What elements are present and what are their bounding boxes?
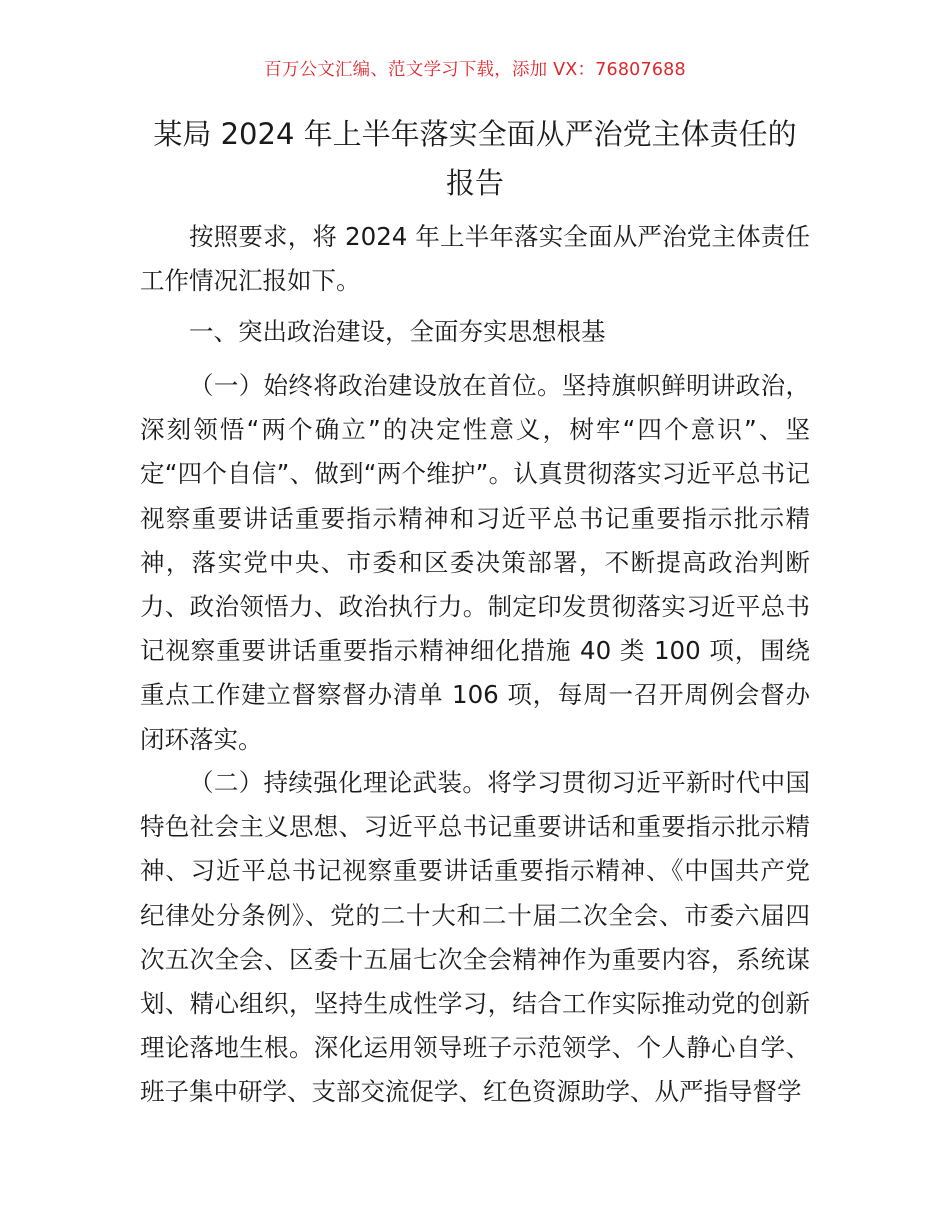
document-title: 某局 2024 年上半年落实全面从严治党主体责任的报告 (153, 117, 797, 200)
watermark-header: 百万公文汇编、范文学习下载，添加 VX：76807688 (264, 60, 686, 80)
section-heading: 一、突出政治建设，全面夯实思想根基 (189, 317, 606, 346)
body-paragraph-1: （一）始终将政治建设放在首位。坚持旗帜鲜明讲政治，深刻领悟“两个确立”的决定性意义，树牢“四个意识”、坚定“四个自信”、做到“两个维护”。认真贯彻落实习近平总书记视察重要讲话重要指示精神和习近平总书记重要指示批示精神，落实党中央、市委和区委决策部署，不断提高政治判断力、政治领悟力、政治执行力。制定印发贯彻落实习近平总书记视察重要讲话重要指示精神细化措施 40 类 100 项，围绕重点工作建立督察督办清单 106 项，每周一召开周例会督办闭环落实。 (140, 371, 810, 754)
intro-paragraph: 按照要求，将 2024 年上半年落实全面从严治党主体责任工作情况汇报如下。 (140, 222, 810, 296)
body-paragraph-2: （二）持续强化理论武装。将学习贯彻习近平新时代中国特色社会主义思想、习近平总书记重要讲话和重要指示批示精神、习近平总书记视察重要讲话重要指示精神、《中国共产党纪律处分条例》、党的二十大和二十届二次全会、市委六届四次五次全会、区委十五届七次全会精神作为重要内容，系统谋划、精心组织，坚持生成性学习，结合工作实际推动党的创新理论落地生根。深化运用领导班子示范领学、个人静心自学、班子集中研学、支部交流促学、红色资源助学、从严指导督学 (140, 768, 810, 1107)
